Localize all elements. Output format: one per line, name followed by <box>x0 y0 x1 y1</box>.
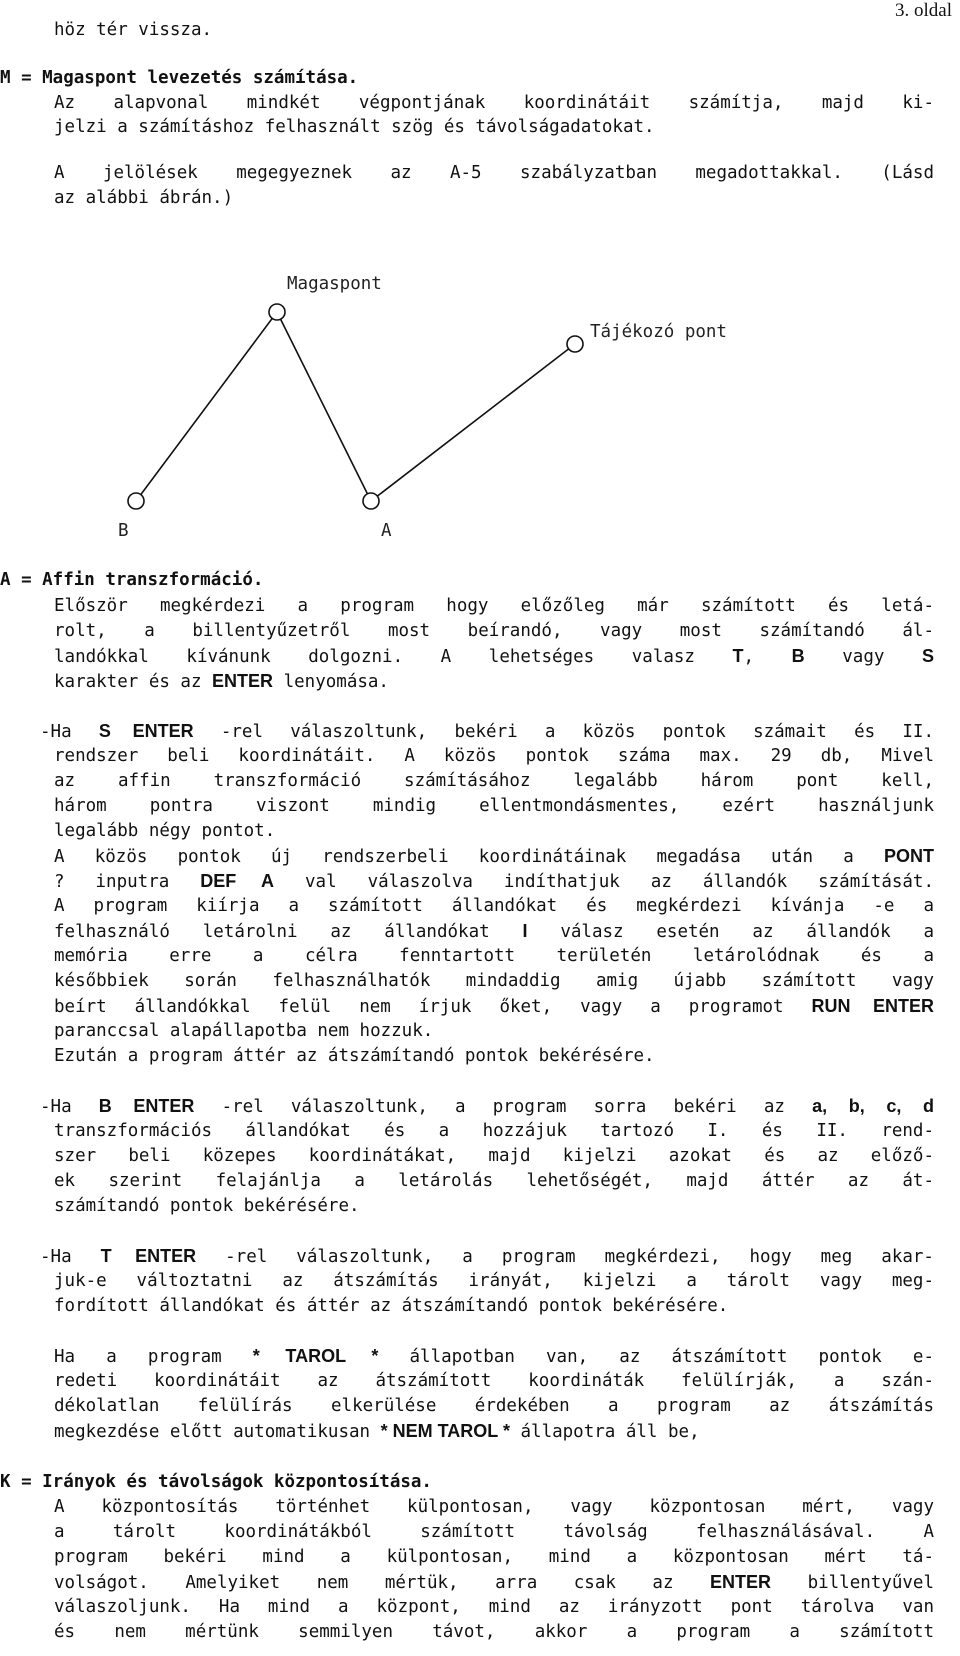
label-point-a: A <box>381 521 392 540</box>
option-s-text: -Ha S ENTER -rel válaszoltunk, bekéri a közös pontok számait és II. <box>40 721 934 742</box>
section-m-heading: M = Magaspont levezetés számítása. <box>0 68 359 88</box>
section-a-text: landókkal kívánunk dolgozni. A lehetséges valasz T, B vagy S <box>54 646 934 667</box>
label-point-b: B <box>118 521 129 540</box>
option-s-text: Ezután a program áttér az átszámítandó pontok bekérésére. <box>54 1046 655 1066</box>
line-high-to-a <box>277 312 371 501</box>
option-s-text: A program kiírja a számított állandókat és megkérdezi kívánja -e a <box>54 896 934 916</box>
section-m-text: jelzi a számításhoz felhasznált szög és távolságadatokat. <box>54 117 655 137</box>
option-b-text: ek szerint felajánlja a letárolás lehetőségét, majd áttér az át- <box>54 1171 934 1191</box>
option-s-text: három pontra viszont mindig ellentmondásmentes, ezért használjunk <box>54 796 934 816</box>
option-t-text: juk-e változtatni az átszámítás irányát, kijelzi a tárolt vagy meg- <box>54 1271 934 1291</box>
section-m-text: Az alapvonal mindkét végpontjának koordinátáit számítja, majd ki- <box>54 93 934 113</box>
option-s-text: rendszer beli koordinátáit. A közös pontok száma max. 29 db, Mivel <box>54 746 934 766</box>
section-a-text: karakter és az ENTER lenyomása. <box>54 671 389 692</box>
option-s-text: memória erre a célra fenntartott területén letárolódnak és a <box>54 946 934 966</box>
option-b-text: -Ha B ENTER -rel válaszoltunk, a program sorra bekéri az a, b, c, d <box>40 1096 934 1117</box>
section-k-text: a tárolt koordinátákból számított távolság felhasználásával. A <box>54 1522 934 1542</box>
tarol-text: megkezdése előtt automatikusan * NEM TAROL * állapotra áll be, <box>54 1421 700 1442</box>
section-m-text: A jelölések megegyeznek az A-5 szabályzatban megadottakkal. (Lásd <box>54 163 934 183</box>
tarol-text: dékolatlan felülírás elkerülése érdekében a program az átszámítás <box>54 1396 934 1416</box>
option-t-text: fordított állandókat és áttér az átszámítandó pontok bekérésére. <box>54 1296 729 1316</box>
point-high-marker <box>269 304 285 320</box>
option-s-text: az affin transzformáció számításához legalább három pont kell, <box>54 771 934 791</box>
point-orient-marker <box>567 336 583 352</box>
option-b-text: transzformációs állandókat és a hozzájuk tartozó I. és II. rend- <box>54 1121 934 1141</box>
label-high-point: Magaspont <box>287 274 382 294</box>
line-high-to-b <box>136 312 277 501</box>
section-k-text: program bekéri mind a külpontosan, mind a központosan mért tá- <box>54 1547 934 1567</box>
option-b-text: szer beli közepes koordinátákat, majd kijelzi azokat és az előző- <box>54 1146 934 1166</box>
section-a-text: Először megkérdezi a program hogy előzőleg már számított és letá- <box>54 596 934 616</box>
option-t-text: -Ha T ENTER -rel válaszoltunk, a program megkérdezi, hogy meg akar- <box>40 1246 934 1267</box>
option-s-text: legalább négy pontot. <box>54 821 276 841</box>
option-s-text: felhasználó letárolni az állandókat I válasz esetén az állandók a <box>54 921 934 942</box>
intro-line: höz tér vissza. <box>54 20 213 40</box>
page-number: 3. oldal <box>895 0 952 21</box>
section-a-heading: A = Affin transzformáció. <box>0 570 264 590</box>
tarol-text: Ha a program * TAROL * állapotban van, az átszámított pontok e- <box>54 1346 934 1367</box>
tarol-text: redeti koordinátáit az átszámított koordináták felülírják, a szán- <box>54 1371 934 1391</box>
section-a-text: rolt, a billentyűzetről most beírandó, vagy most számítandó ál- <box>54 621 934 641</box>
option-s-text: ? inputra DEF A val válaszolva indíthatjuk az állandók számítását. <box>54 871 934 892</box>
triangulation-diagram <box>0 240 960 540</box>
label-orient-point: Tájékozó pont <box>590 322 727 342</box>
option-s-text: beírt állandókkal felül nem írjuk őket, vagy a programot RUN ENTER <box>54 996 934 1017</box>
section-k-text: válaszoljunk. Ha mind a központ, mind az irányzott pont tárolva van <box>54 1597 934 1617</box>
line-a-to-orient <box>371 344 575 501</box>
point-b-marker <box>128 493 144 509</box>
section-k-text: és nem mértünk semmilyen távot, akkor a program a számított <box>54 1622 934 1642</box>
section-k-text: A központosítás történhet külpontosan, vagy központosan mért, vagy <box>54 1497 934 1517</box>
point-a-marker <box>363 493 379 509</box>
option-s-text: A közös pontok új rendszerbeli koordinátáinak megadása után a PONT <box>54 846 934 867</box>
section-k-text: volságot. Amelyiket nem mértük, arra csak az ENTER billentyűvel <box>54 1572 934 1593</box>
section-m-text: az alábbi ábrán.) <box>54 188 234 208</box>
option-s-text: későbbiek során felhasználhatók mindaddig amig újabb számított vagy <box>54 971 934 991</box>
option-s-text: paranccsal alapállapotba nem hozzuk. <box>54 1021 434 1041</box>
option-b-text: számítandó pontok bekérésére. <box>54 1196 360 1216</box>
section-k-heading: K = Irányok és távolságok központosítása. <box>0 1472 432 1492</box>
